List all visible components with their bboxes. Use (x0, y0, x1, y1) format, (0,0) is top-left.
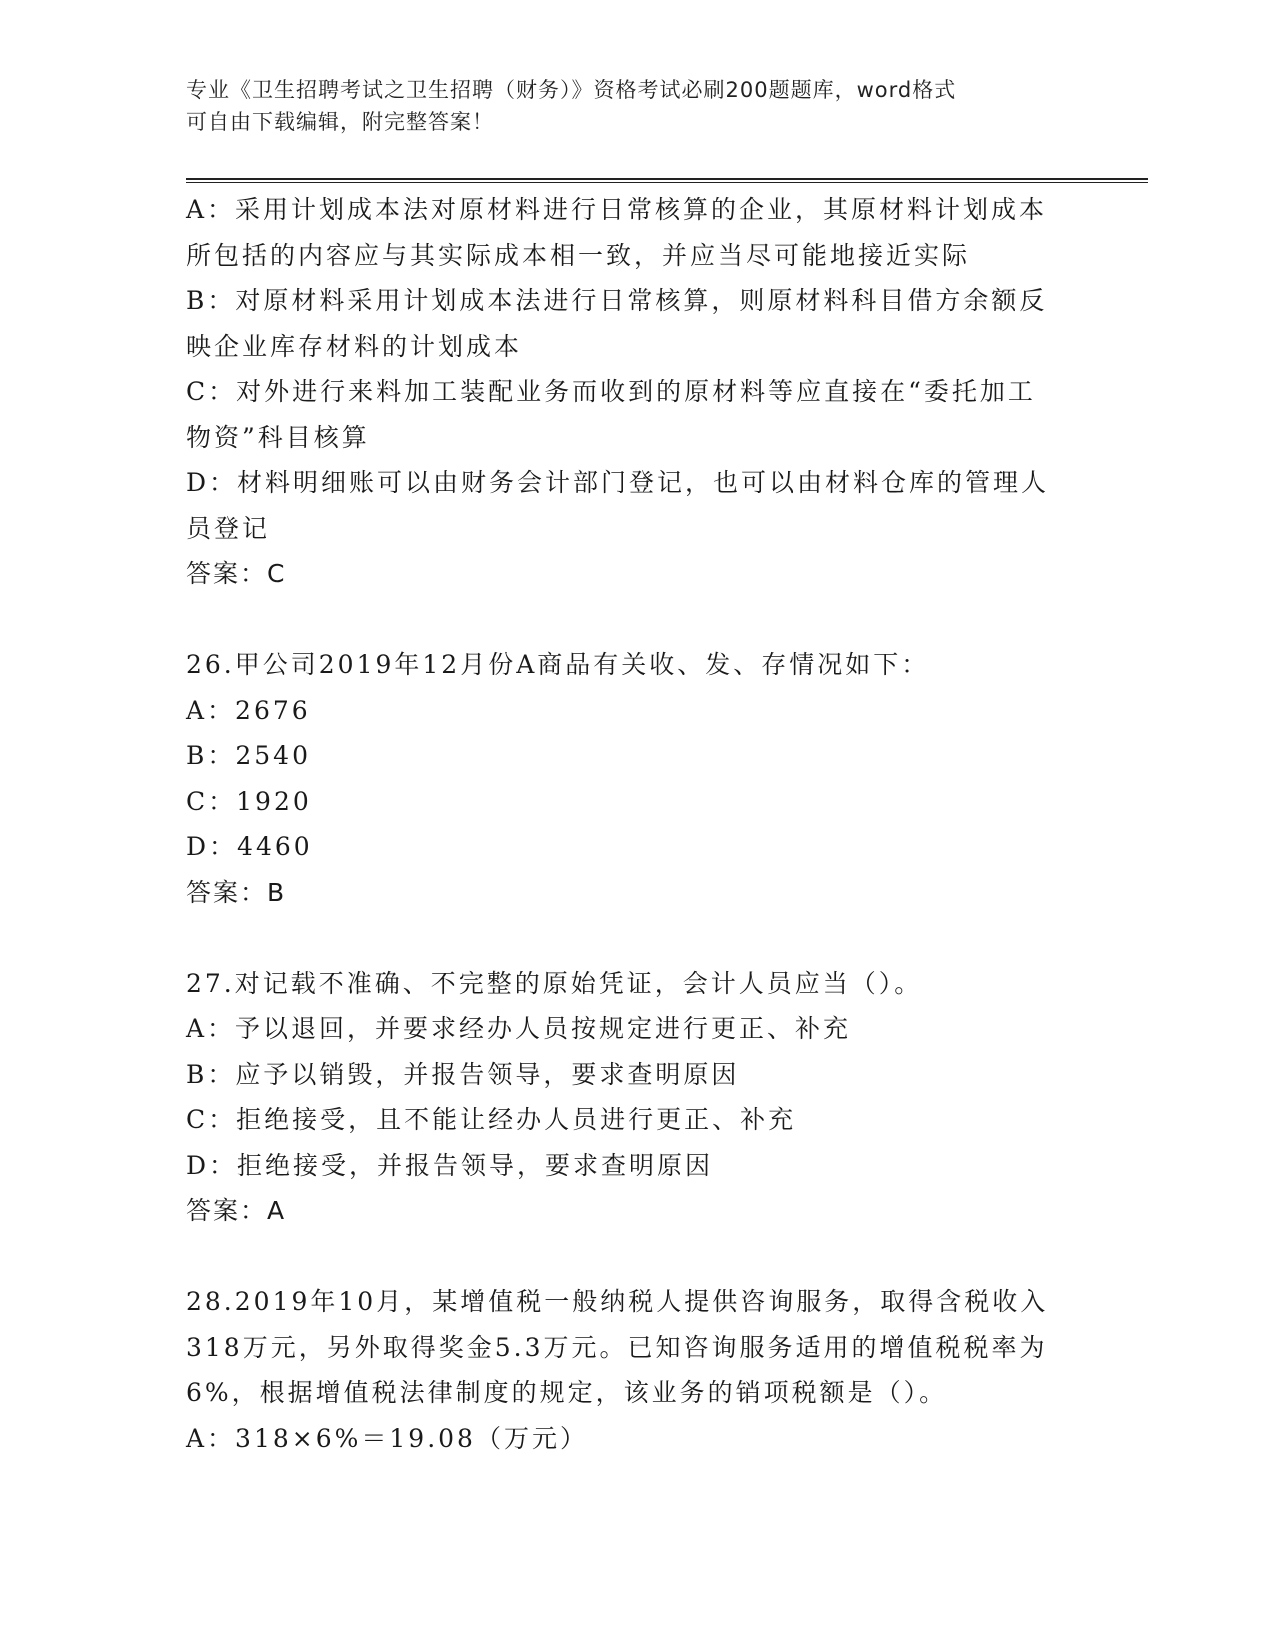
question-25 (186, 187, 1076, 597)
option-a (186, 187, 1076, 278)
header-divider-thick (186, 178, 1148, 180)
question-27 (186, 961, 1076, 1234)
spacer (186, 915, 1076, 961)
option-d (186, 460, 1076, 551)
option-b: B：2540 (186, 741, 311, 770)
question-text-line: 6%，根据增值税法律制度的规定，该业务的销项税额是（）。 (186, 1378, 948, 1407)
header-divider (186, 178, 1148, 184)
option-a: A：予以退回，并要求经办人员按规定进行更正、补充 (186, 1014, 852, 1043)
page-header (186, 74, 1066, 138)
option-b (186, 278, 1076, 369)
question-list (186, 187, 1076, 1461)
option-a: A：2676 (186, 695, 311, 725)
option-text-line: C：对外进行来料加工装配业务而收到的原材料等应直接在“委托加工 (186, 377, 1036, 406)
option-text-line: A：采用计划成本法对原材料进行日常核算的企业，其原材料计划成本 (186, 195, 1048, 224)
question-text-line: 28.2019年10月，某增值税一般纳税人提供咨询服务，取得含税收入 (186, 1287, 1049, 1316)
option-d: D：4460 (186, 832, 313, 861)
header-title-line-2: 可自由下载编辑，附完整答案！ (186, 110, 494, 134)
question-26 (186, 642, 1076, 915)
answer-label: 答案：C (186, 559, 287, 588)
question-28 (186, 1279, 1076, 1461)
question-text-line: 318万元，另外取得奖金5.3万元。已知咨询服务适用的增值税税率为 (186, 1332, 1048, 1362)
option-b: B：应予以销毁，并报告领导，要求查明原因 (186, 1059, 740, 1089)
option-text-line: B：对原材料采用计划成本法进行日常核算，则原材料科目借方余额反 (186, 286, 1048, 315)
option-text-line: 所包括的内容应与其实际成本相一致，并应当尽可能地接近实际 (186, 240, 971, 270)
option-d: D：拒绝接受，并报告领导，要求查明原因 (186, 1150, 714, 1180)
answer-label: 答案：A (186, 1196, 287, 1225)
option-text-line: 物资”科目核算 (186, 422, 370, 452)
option-text-line: 映企业库存材料的计划成本 (186, 331, 523, 361)
option-c (186, 369, 1076, 460)
spacer (186, 597, 1076, 643)
answer-label: 答案：B (186, 877, 287, 907)
question-text: 27.对记载不准确、不完整的原始凭证，会计人员应当（）。 (186, 968, 923, 998)
option-text-line: D：材料明细账可以由财务会计部门登记，也可以由材料仓库的管理人 (186, 468, 1050, 497)
option-a: A：318×6%＝19.08（万元） (186, 1423, 588, 1453)
option-c: C：1920 (186, 786, 312, 816)
spacer (186, 1234, 1076, 1280)
option-c: C：拒绝接受，且不能让经办人员进行更正、补充 (186, 1105, 797, 1134)
question-text: 26.甲公司2019年12月份A商品有关收、发、存情况如下： (186, 650, 930, 679)
header-divider-thin (186, 182, 1148, 183)
option-text-line: 员登记 (186, 513, 271, 543)
header-title-line-1: 专业《卫生招聘考试之卫生招聘（财务）》资格考试必刷200题题库，word格式 (186, 78, 957, 102)
